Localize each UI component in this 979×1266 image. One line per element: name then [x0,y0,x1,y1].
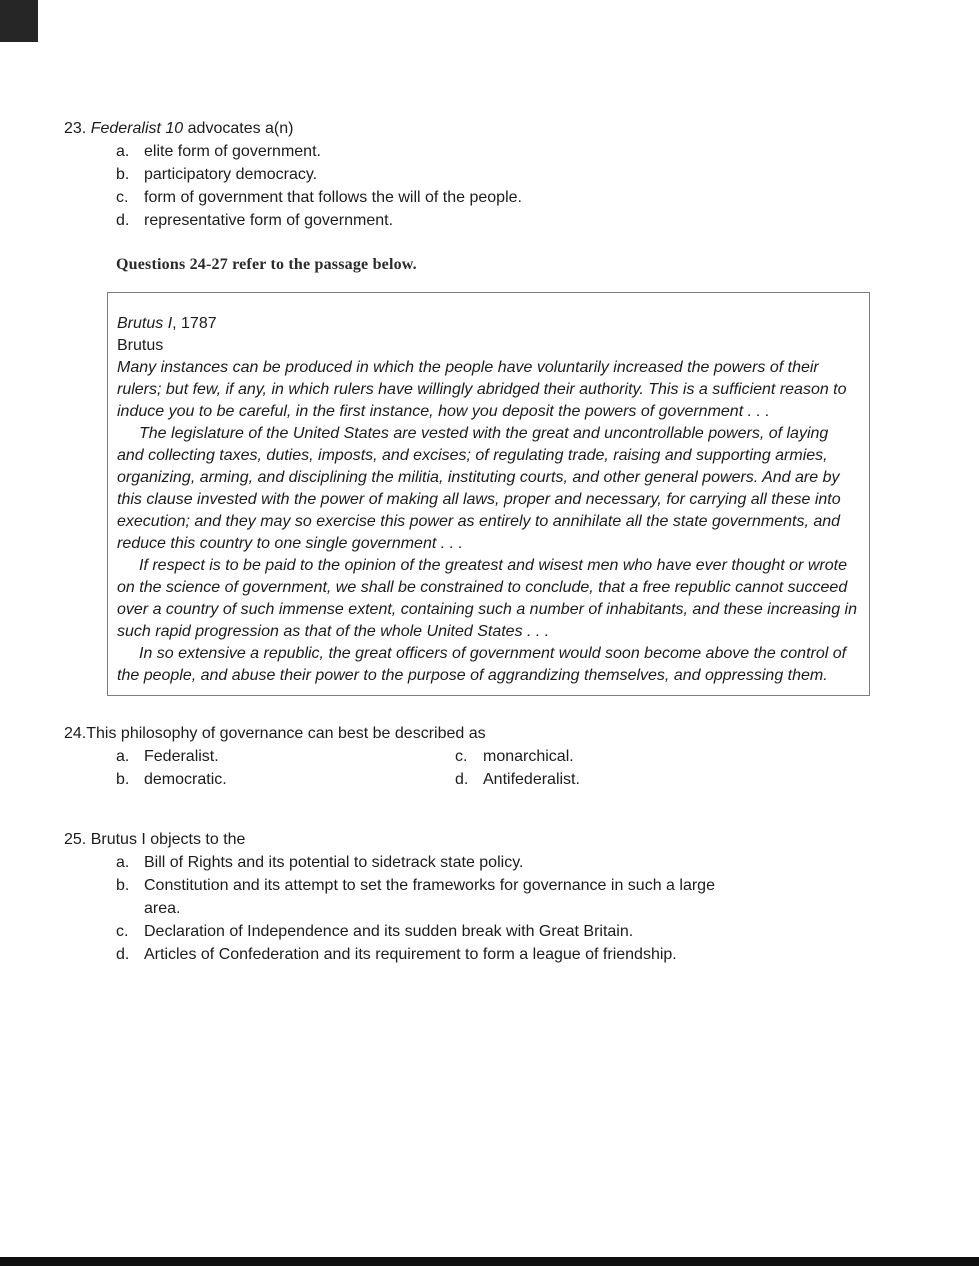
passage-instructions-heading: Questions 24-27 refer to the passage below. [116,256,417,273]
option-text: monarchical. [483,748,574,765]
option-letter: d. [116,946,130,963]
option-c [116,920,915,943]
option-d [116,943,915,966]
passage-paragraph: Many instances can be produced in which the people have voluntarily increased the powers of their rulers; but few, if any, in which rulers have willingly abridged their authority. This is a sufficient reason to induce you to be careful, in the first instance, how you deposit the powers of government . . . [117,359,847,420]
option-d [455,768,580,791]
question-23-stem [64,117,915,140]
option-text: Bill of Rights and its potential to sidetrack state policy. [144,854,524,871]
question-25-stem [64,828,915,851]
question-number: 25. [64,831,87,848]
option-letter: c. [116,923,129,940]
passage-box [107,292,870,696]
passage-title-year: , 1787 [172,315,217,332]
question-stem-text: advocates a(n) [183,120,294,137]
option-text: Articles of Confederation and its requirement to form a league of friendship. [144,946,677,963]
option-letter: d. [455,771,469,788]
option-letter: a. [116,143,130,160]
bottom-edge-bar [0,1257,979,1266]
option-a [116,851,915,874]
question-stem-text: This philosophy of governance can best be described as [86,725,486,742]
question-stem-text: Brutus I objects to the [86,831,246,848]
question-number: 24. [64,725,87,742]
option-letter: b. [116,771,130,788]
option-b [116,768,455,791]
option-letter: c. [455,748,468,765]
option-letter: c. [116,189,129,206]
option-letter: d. [116,212,130,229]
passage-paragraph: If respect is to be paid to the opinion of the greatest and wisest men who have ever thought or wrote on the science of government, we shall be constrained to conclude, that a free republic cannot succeed over a country of such immense extent, containing such a number of inhabitants, and these increasing in such rapid progression as that of the whole United States . . . [117,557,857,640]
question-23 [64,117,915,232]
option-b [116,874,915,920]
option-letter: a. [116,854,130,871]
question-24-options [116,745,915,791]
question-24 [64,722,915,791]
option-b [116,163,915,186]
passage-author: Brutus [117,337,164,354]
option-letter: a. [116,748,130,765]
question-25-options [116,851,915,966]
option-text: participatory democracy. [144,166,318,183]
passage-paragraph: The legislature of the United States are vested with the great and uncontrollable powers, of laying and collecting taxes, duties, imposts, and excises; of regulating trade, raising and supporting armies, organizing, arming, and disciplining the militia, instituting courts, and other general powers. And are by this clause invested with the power of making all laws, proper and necessary, for carrying all these into execution; and they may so exercise this power as entirely to annihilate all the state governments, and reduce this country to one single government . . . [117,425,841,552]
option-text: elite form of government. [144,143,321,160]
question-number: 23. [64,120,87,137]
option-c [455,745,580,768]
option-text: Federalist. [144,748,219,765]
option-d [116,209,915,232]
passage-title [117,313,859,335]
question-title-italic: Federalist 10 [90,120,184,137]
top-left-ink-block [0,0,38,42]
option-letter: b. [116,166,130,183]
passage-paragraph: In so extensive a republic, the great officers of government would soon become above the control of the people, and abuse their power to the purpose of aggrandizing themselves, and oppressing them. [117,645,847,684]
option-text: Antifederalist. [483,771,580,788]
option-c [116,186,915,209]
option-text: representative form of government. [144,212,394,229]
page-content [64,117,915,966]
question-25 [64,828,915,966]
question-24-stem [64,722,915,745]
option-text: form of government that follows the will of the people. [144,189,522,206]
options-column-left [116,745,455,791]
options-column-right [455,745,580,791]
option-letter: b. [116,877,130,894]
option-text: Declaration of Independence and its sudden break with Great Britain. [144,923,634,940]
option-text: Constitution and its attempt to set the frameworks for governance in such a large area. [144,877,715,917]
option-text: democratic. [144,771,227,788]
option-a [116,140,915,163]
option-a [116,745,455,768]
passage-title-italic: Brutus I [117,315,173,332]
question-23-options [116,140,915,232]
